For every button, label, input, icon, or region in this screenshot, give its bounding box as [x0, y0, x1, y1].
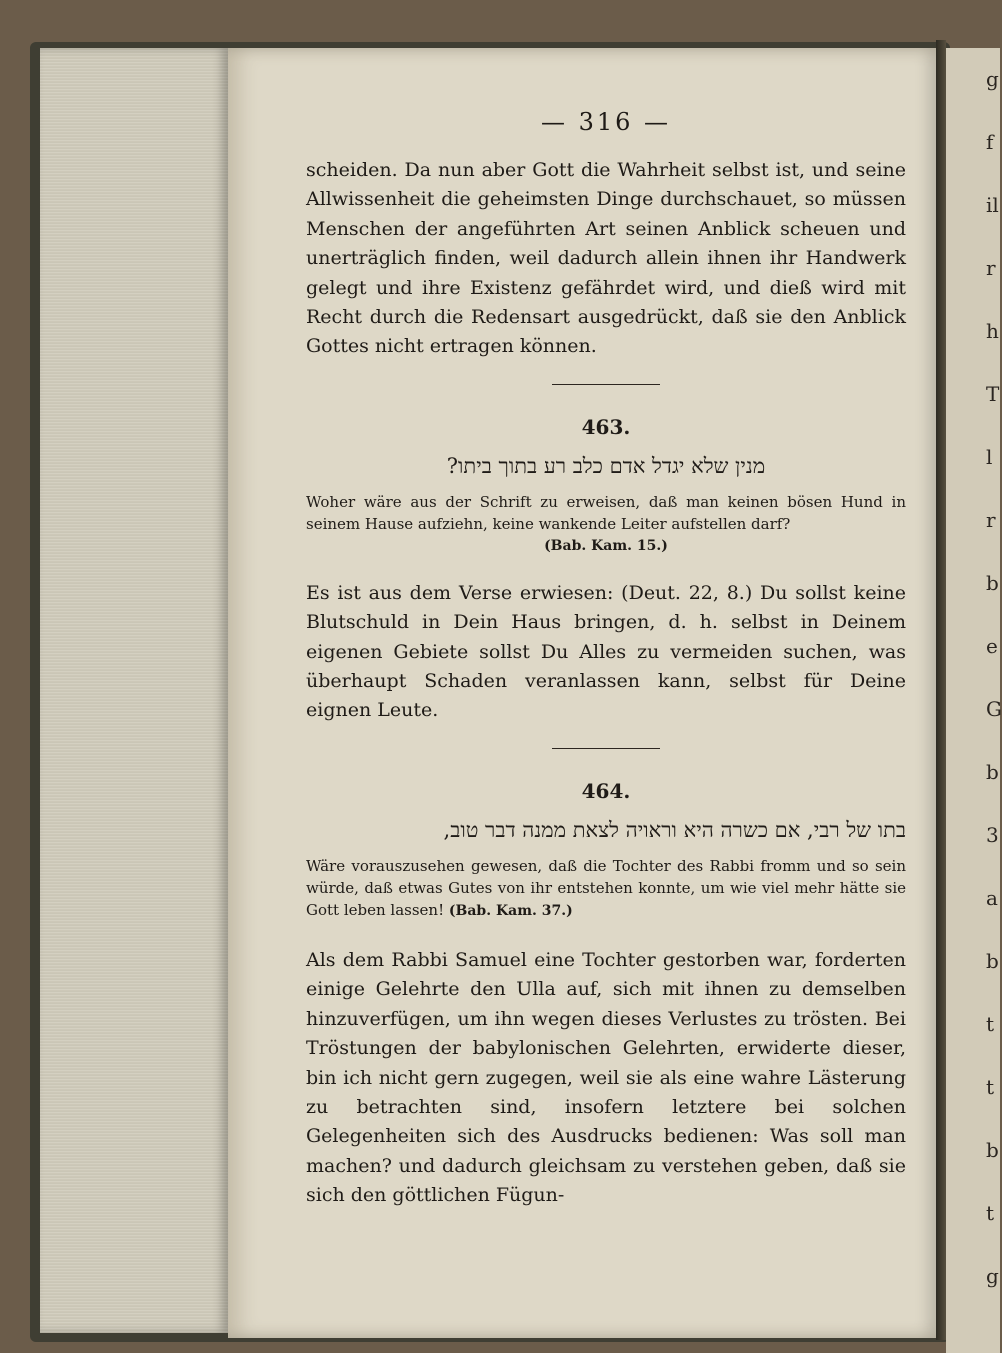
facing-letter: e [986, 634, 998, 658]
source-citation: (Bab. Kam. 37.) [448, 902, 573, 919]
entry-question [306, 491, 906, 557]
entry-answer: Als dem Rabbi Samuel eine Tochter gestorben war, forderten einige Gelehrte den Ulla auf, sich mit ihnen zu demselben hinzuverfügen, um ihn wegen dieses Verlustes zu trösten. Bei Tröstungen der babylonischen Gelehrten, erwiderte dieser, bin ich nicht gern zugegen, weil sie als eine wahre Lästerung zu betrachten sind, insofern letztere bei solchen Gelegenheiten sich des Ausdrucks bedienen: Was soll man machen? und dadurch gleichsam zu verstehen geben, daß sie sich den göttlichen Fügun- [306, 948, 906, 1207]
facing-letter: a [986, 886, 998, 910]
facing-letter: r [986, 508, 996, 532]
facing-letter: 3 [986, 823, 999, 847]
page-content [306, 108, 906, 1211]
facing-letter: t [986, 1075, 995, 1099]
book-page [228, 48, 938, 1338]
question-text: Woher wäre aus der Schrift zu erweisen, daß man keinen bösen Hund in seinem Hause aufziehn, keine wankende Leiter aufstellen darf? [306, 492, 906, 533]
facing-letter: G [986, 697, 1002, 721]
question-text: Wäre vorauszusehen gewesen, daß die Tochter des Rabbi fromm und so sein würde, daß etwas Gutes von ihr entstehen konnte, um wie viel mehr hätte sie Gott leben lassen! [306, 856, 906, 919]
entry-number: 464. [581, 778, 631, 803]
facing-letter: g [986, 67, 999, 91]
facing-letter: b [986, 571, 999, 595]
section-divider [552, 748, 660, 749]
facing-letter: r [986, 256, 996, 280]
facing-page-edge [946, 48, 1000, 1353]
source-citation: (Bab. Kam. 15.) [544, 537, 668, 554]
facing-letter: T [986, 382, 1000, 406]
facing-letter: b [986, 949, 999, 973]
facing-letter: b [986, 760, 999, 784]
entry-answer: Es ist aus dem Verse erwiesen: (Deut. 22, 8.) Du sollst keine Blutschuld in Dein Haus bringen, d. h. selbst in Deinem eigenen Gebiete sollst Du Alles zu vermeiden suchen, was überhaupt Schaden veranlassen kann, selbst für Deine eignen Leute. [306, 581, 906, 722]
entry-number: 463. [581, 414, 631, 439]
facing-letter: l [986, 445, 993, 469]
hebrew-quote: מנין שלא יגדל אדם כלב רע בתוך ביתו? [446, 453, 766, 478]
facing-letter: t [986, 1201, 995, 1225]
facing-letter: h [986, 319, 999, 343]
section-divider [552, 384, 660, 385]
book-gutter [936, 40, 946, 1340]
facing-letter: f [986, 130, 994, 154]
page-edges [40, 48, 228, 1333]
intro-paragraph: scheiden. Da nun aber Gott die Wahrheit selbst ist, und seine Allwissenheit die geheimsten Dinge durchschauet, so müssen Menschen der angeführten Art seinen Anblick scheuen und unerträglich finden, weil dadurch allein ihnen ihr Handwerk gelegt und ihre Existenz gefährdet wird, und dieß wird mit Recht durch die Redensart ausgedrückt, daß sie den Anblick Gottes nicht ertragen können. [306, 159, 906, 358]
entry-question [306, 855, 906, 922]
page-number: — 316 — [540, 108, 672, 136]
facing-letter: g [986, 1264, 999, 1288]
hebrew-quote: בתו של רבי, אם כשרה היא וראויה לצאת ממנה דבר טוב, [443, 817, 906, 842]
facing-letter: b [986, 1138, 999, 1162]
facing-letter: t [986, 1012, 995, 1036]
facing-letter: il [986, 193, 999, 217]
